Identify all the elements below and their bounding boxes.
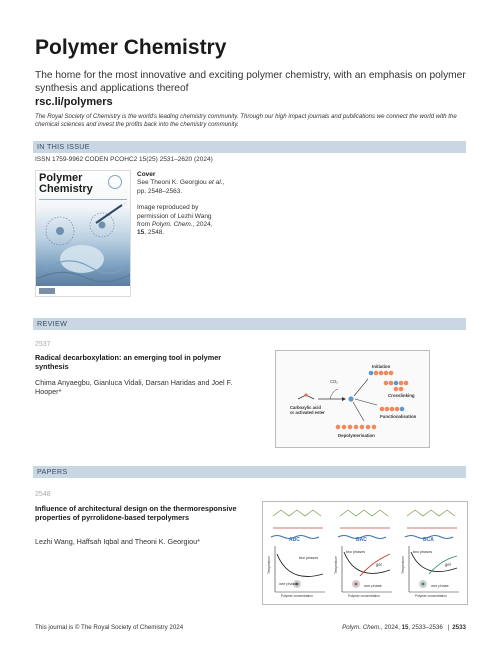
panel-bca-one-phase: one phase	[431, 584, 449, 588]
review-page-number: 2537	[35, 341, 51, 348]
panel-abc-y-axis: Temperature	[267, 556, 271, 574]
panel-bac-x-axis: Polymer concentration	[348, 594, 380, 598]
cover-badge-icon	[108, 175, 122, 189]
panel-bca-label: BCA	[423, 537, 434, 543]
cover-credit-line-2: permission of Lezhi Wang	[137, 212, 212, 220]
panel-abc-one-phase: one phase	[279, 582, 297, 586]
footer-citation: Polym. Chem., 2024, 15, 2533–2536 | 2533	[342, 624, 466, 631]
cover-artwork	[36, 201, 130, 286]
cover-credit-line-1: Image reproduced by	[137, 204, 199, 212]
scheme-depolymerisation-label: Depolymerisation	[338, 433, 375, 438]
panel-abc-label: ABC	[289, 537, 300, 543]
panel-bca-y-axis: Temperature	[401, 556, 405, 574]
cover-caption-ref: See Theoni K. Georgiou et al.,	[137, 179, 225, 187]
panel-bca-x-axis: Polymer concentration	[415, 594, 447, 598]
journal-blurb: The Royal Society of Chemistry is the world's leading chemistry community. Through our high impact journals and publications we connect the world with the chemical sciences and invest the profits back into the chemistry community.	[35, 113, 457, 128]
panel-abc-x-axis: Polymer concentration	[281, 594, 313, 598]
journal-title: Polymer Chemistry	[35, 36, 227, 59]
rsc-logo-icon	[39, 288, 55, 294]
scheme-substrate-label: Carboxylic acid or activated ester	[290, 405, 325, 415]
panel-bca-two-phases: two phases	[413, 550, 433, 554]
architecture-panel-abc	[267, 504, 329, 600]
panel-bac-y-axis: Temperature	[334, 556, 338, 574]
paper-toc-graphic	[262, 501, 468, 605]
papers-bar: PAPERS	[33, 466, 466, 478]
panel-abc-svg	[267, 504, 329, 600]
cover-caption-head: Cover	[137, 171, 156, 178]
scheme-functionalisation-label: Functionalisation	[380, 414, 417, 419]
panel-bca-gel: gel	[445, 562, 451, 567]
journal-url-link[interactable]: rsc.li/polymers	[35, 96, 113, 108]
cover-title: Polymer Chemistry	[39, 172, 93, 195]
panel-bac-two-phases: two phases	[346, 550, 366, 554]
cover-rule	[39, 199, 127, 200]
panel-bac-one-phase: one phase	[364, 584, 382, 588]
cover-caption	[137, 171, 267, 238]
scheme-crosslinking-label: Crosslinking	[388, 393, 415, 398]
in-this-issue-bar: IN THIS ISSUE	[33, 141, 466, 153]
architecture-panel-bac	[334, 504, 396, 600]
cover-credit-line-4: 15, 2548.	[137, 229, 165, 237]
cover-caption-pages: pp. 2548–2563.	[137, 187, 183, 195]
journal-tagline: The home for the most innovative and exciting polymer chemistry, with an emphasis on polymer synthesis and applications thereof	[35, 70, 466, 94]
footer-copyright: This journal is © The Royal Society of Chemistry 2024	[35, 624, 184, 631]
cover-credit-line-3: from Polym. Chem., 2024,	[137, 221, 213, 229]
scheme-initiation-label: Initiation	[372, 364, 391, 369]
review-bar: REVIEW	[33, 318, 466, 330]
panel-bac-gel: gel	[376, 562, 382, 567]
review-article-title-link[interactable]: Radical decarboxylation: an emerging tool in polymer synthesis	[35, 353, 222, 372]
paper-page-number: 2548	[35, 491, 51, 498]
review-toc-graphic	[275, 350, 430, 448]
cover-image[interactable]	[35, 170, 131, 297]
review-authors: Chima Anyaegbu, Gianluca Vidali, Darsan Haridas and Joel F. Hooper*	[35, 378, 233, 397]
scheme-co2-label: CO₂	[330, 379, 338, 384]
paper-article-title-link[interactable]: Influence of architectural design on the thermoresponsive properties of pyrrolidone-based terpolymers	[35, 504, 237, 523]
panel-abc-two-phases: two phases	[299, 556, 319, 560]
panel-bac-label: BAC	[356, 537, 367, 543]
issn-line: ISSN 1759-9962 CODEN PCOHC2 15(25) 2531–2620 (2024)	[35, 156, 213, 163]
architecture-panel-bca	[401, 504, 463, 600]
paper-authors: Lezhi Wang, Haffsah Iqbal and Theoni K. Georgiou*	[35, 537, 200, 546]
footer-page-number: 2533	[452, 624, 466, 631]
